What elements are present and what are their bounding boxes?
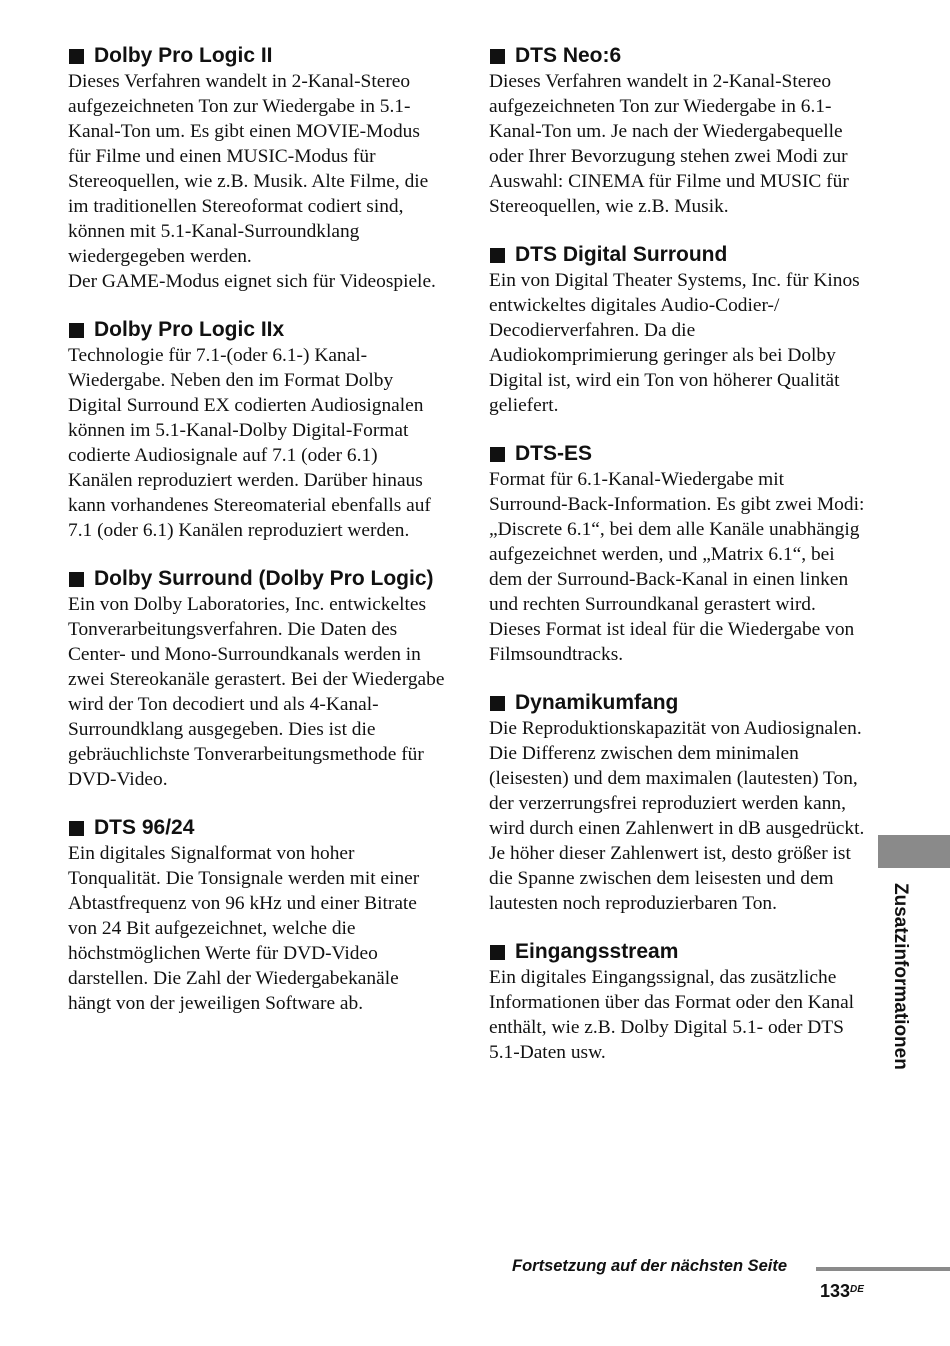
section-dts-digital-surround <box>489 243 867 418</box>
section-title: Dynamikumfang <box>515 691 679 714</box>
square-bullet-icon <box>490 945 505 960</box>
section-dts-neo6 <box>489 44 867 219</box>
section-title: DTS Digital Surround <box>515 243 728 266</box>
section-paragraph: Die Reproduktionskapazität von Audiosignalen. Die Differenz zwischen dem minimalen (leisesten) und dem maximalen (lautesten) Ton, der verzerrungsfrei reproduziert werden kann, wird durch einen Zahlenwert in dB ausgedrückt. Je höher dieser Zahlenwert ist, desto größer ist die Spanne zwischen dem leisesten und dem lautesten noch reproduzierbaren Ton. <box>489 718 865 914</box>
section-dynamikumfang <box>489 691 867 916</box>
chapter-tab-label: Zusatzinformationen <box>890 883 911 1070</box>
section-paragraph: Dieses Verfahren wandelt in 2-Kanal-Stereo aufgezeichneten Ton zur Wiedergabe in 5.1-Kanal-Ton um. Es gibt einen MOVIE-Modus für Filme und einen MUSIC-Modus für Stereoquellen, wie z.B. Musik. Alte Filme, die im traditionellen Stereoformat codiert sind, können mit 5.1-Kanal-Surroundklang wiedergegeben werden. <box>68 71 429 267</box>
section-paragraph: Format für 6.1-Kanal-Wiedergabe mit Surround-Back-Information. Es gibt zwei Modi: „Discrete 6.1“, bei dem alle Kanäle unabhängig aufgezeichnet werden, und „Matrix 6.1“, bei dem der Surround-Back-Kanal in einen linken und rechten Surroundkanal gerastert wird. Dieses Format ist ideal für die Wiedergabe von Filmsoundtracks. <box>489 469 865 665</box>
section-title: Dolby Surround (Dolby Pro Logic) <box>94 567 434 590</box>
page-number <box>820 1280 864 1302</box>
section-eingangsstream <box>489 940 867 1065</box>
section-dolby-pro-logic-iix <box>68 318 446 543</box>
page-number-suffix: DE <box>850 1284 864 1295</box>
section-title: Dolby Pro Logic IIx <box>94 318 285 341</box>
section-paragraph: Dieses Verfahren wandelt in 2-Kanal-Stereo aufgezeichneten Ton zur Wiedergabe in 6.1-Kanal-Ton um. Je nach der Wiedergabequelle oder Ihrer Bevorzugung stehen zwei Modi zur Auswahl: CINEMA für Filme und MUSIC für Stereoquellen, wie z.B. Musik. <box>489 71 849 217</box>
square-bullet-icon <box>69 323 84 338</box>
section-dolby-surround <box>68 567 446 792</box>
square-bullet-icon <box>490 49 505 64</box>
chapter-tab-marker <box>878 835 950 868</box>
section-title: Dolby Pro Logic II <box>94 44 273 67</box>
section-title: DTS 96/24 <box>94 816 195 839</box>
section-dolby-pro-logic-ii <box>68 44 446 294</box>
left-column <box>68 44 446 1040</box>
section-paragraph: Ein digitales Eingangssignal, das zusätzliche Informationen über das Format oder den Kanal enthält, wie z.B. Dolby Digital 5.1- oder DTS 5.1-Daten usw. <box>489 967 855 1063</box>
right-column <box>489 44 867 1089</box>
continued-rule <box>816 1267 950 1271</box>
section-paragraph: Ein von Digital Theater Systems, Inc. für Kinos entwickeltes digitales Audio-Codier-/ Decodierverfahren. Da die Audiokomprimierung geringer als bei Dolby Digital ist, wird ein Ton von höherer Qualität geliefert. <box>489 270 860 416</box>
section-paragraph: Ein digitales Signalformat von hoher Tonqualität. Die Tonsignale werden mit einer Abtastfrequenz von 96 kHz und einer Bitrate von 24 Bit aufgezeichnet, welche die höchstmöglichen Werte für DVD-Video darstellen. Die Zahl der Wiedergabekanäle hängt von der jeweiligen Software ab. <box>68 843 420 1014</box>
square-bullet-icon <box>69 572 84 587</box>
section-title: Eingangsstream <box>515 940 679 963</box>
section-paragraph: Der GAME-Modus eignet sich für Videospiele. <box>68 271 436 292</box>
square-bullet-icon <box>69 49 84 64</box>
section-title: DTS Neo:6 <box>515 44 622 67</box>
page-number-value: 133 <box>820 1281 851 1301</box>
square-bullet-icon <box>69 821 84 836</box>
section-paragraph: Ein von Dolby Laboratories, Inc. entwickeltes Tonverarbeitungsverfahren. Die Daten des Center- und Mono-Surroundkanals werden in zwei Stereokanäle gerastert. Bei der Wiedergabe wird der Ton decodiert und als 4-Kanal-Surroundklang ausgegeben. Dies ist die gebräuchlichste Tonverarbeitungsmethode für DVD-Video. <box>68 594 445 790</box>
continued-note: Fortsetzung auf der nächsten Seite <box>512 1257 788 1275</box>
square-bullet-icon <box>490 447 505 462</box>
square-bullet-icon <box>490 248 505 263</box>
section-dts-es <box>489 442 867 667</box>
square-bullet-icon <box>490 696 505 711</box>
section-title: DTS-ES <box>515 442 593 465</box>
section-paragraph: Technologie für 7.1-(oder 6.1-) Kanal-Wiedergabe. Neben den im Format Dolby Digital Surround EX codierten Audiosignalen können im 5.1-Kanal-Dolby Digital-Format codierte Audiosignale auf 7.1 (oder 6.1) Kanälen reproduziert werden. Darüber hinaus kann vorhandenes Stereomaterial ebenfalls auf 7.1 (oder 6.1) Kanälen reproduziert werden. <box>68 345 431 541</box>
section-dts-96-24 <box>68 816 446 1016</box>
